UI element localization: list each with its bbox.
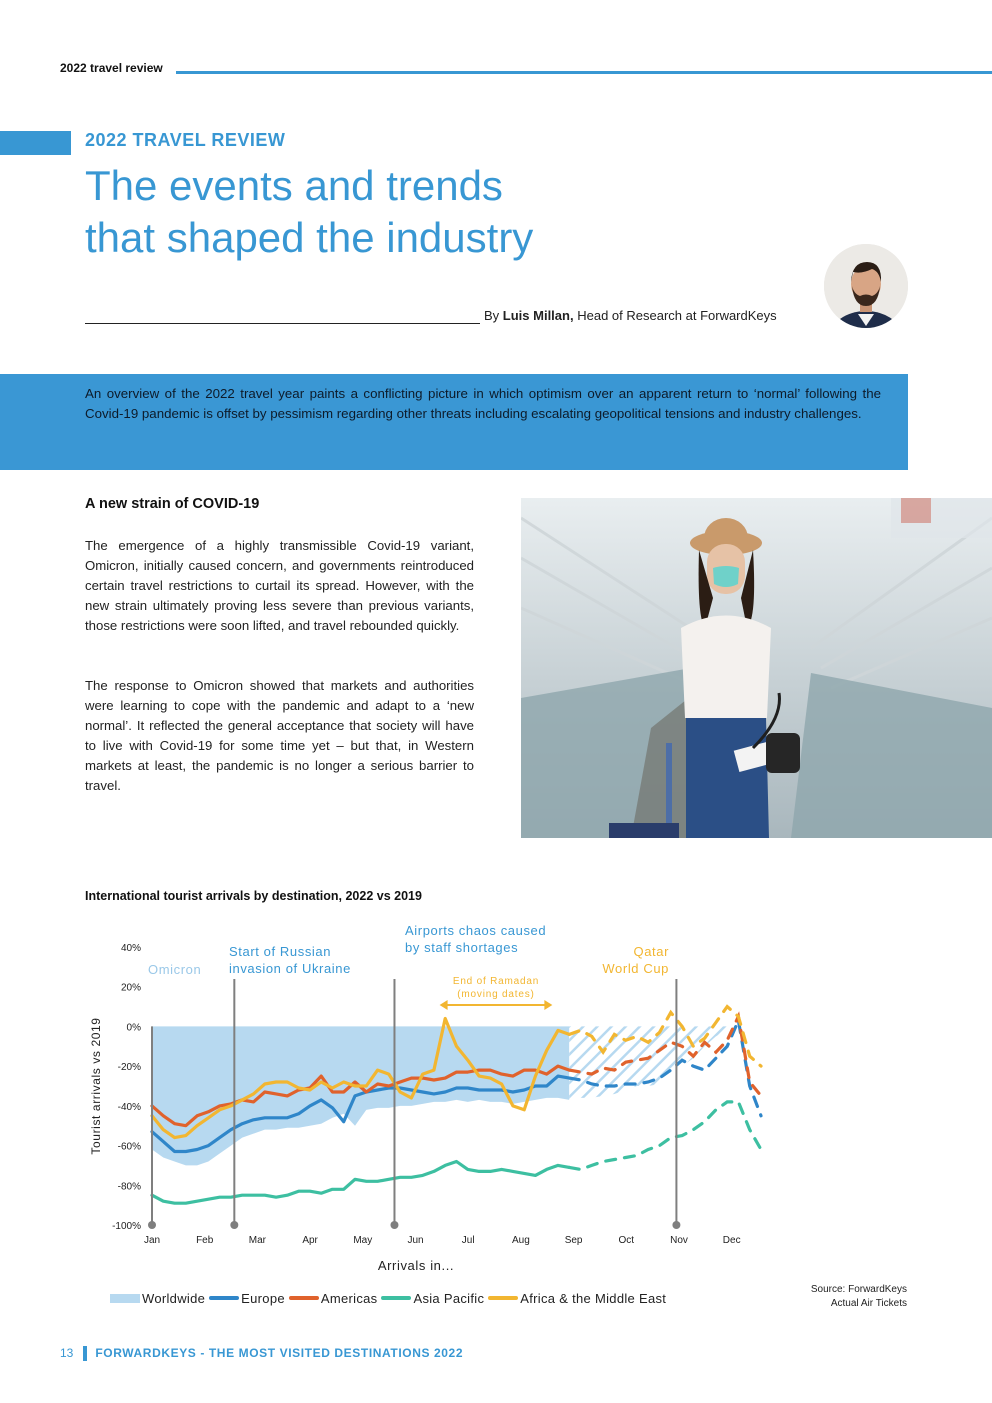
legend-item-africa-me <box>488 1291 666 1306</box>
ramadan-arrow-head <box>440 1000 448 1010</box>
legend-label: Worldwide <box>142 1290 206 1306</box>
x-tick-label: Dec <box>722 1235 741 1246</box>
page-number: 13 <box>60 1346 74 1360</box>
traveler-photo <box>521 498 992 838</box>
annotation-ramadan: End of Ramadan <box>452 976 540 987</box>
chart-source <box>760 1283 907 1311</box>
event-marker-dot <box>230 1221 238 1229</box>
annotation-airports: by staff shortages <box>405 940 519 955</box>
annotation-ukraine: invasion of Ukraine <box>229 961 351 976</box>
legend-swatch-americas <box>289 1296 319 1300</box>
title-line-2: that shaped the industry <box>85 214 534 261</box>
article-paragraph: The emergence of a highly transmissible Covid-19 variant, Omicron, initially caused concern, and governments reintroduced certain travel restrictions to curtail its spread. However, with the new strain ultimately proving less severe than previous variants, those restrictions were soon lifted, and travel rebounded quickly. <box>85 538 474 633</box>
byline-by: By <box>484 308 500 323</box>
source-line-1: Source: ForwardKeys <box>810 1284 907 1295</box>
y-tick-label: -60% <box>117 1141 141 1153</box>
y-tick-label: -100% <box>112 1221 141 1232</box>
legend-swatch-asia-pacific <box>381 1296 411 1300</box>
running-header: 2022 travel review <box>60 61 163 75</box>
byline <box>484 308 777 323</box>
chart-title: International tourist arrivals by destination, 2022 vs 2019 <box>85 889 422 903</box>
author-rule <box>85 323 480 324</box>
annotation-world-cup: World Cup <box>602 961 669 976</box>
x-tick-label: Nov <box>670 1235 688 1246</box>
legend-item-asia-pacific <box>381 1291 484 1306</box>
asia-pacific-line <box>152 1162 569 1204</box>
y-tick-label: 20% <box>120 982 141 994</box>
y-axis-label: Tourist arrivals vs 2019 <box>89 1017 103 1155</box>
legend-item-worldwide <box>110 1291 205 1306</box>
y-tick-label: -20% <box>117 1062 141 1074</box>
x-tick-label: Oct <box>618 1235 635 1246</box>
legend-item-europe <box>209 1291 285 1306</box>
section-heading: A new strain of COVID-19 <box>85 496 260 512</box>
x-tick-label: Apr <box>302 1235 318 1246</box>
x-tick-label: Feb <box>196 1235 214 1246</box>
legend-swatch-africa-me <box>488 1296 518 1300</box>
x-tick-label: May <box>353 1235 373 1246</box>
article-paragraph: The response to Omicron showed that markets and authorities were learning to cope with the pandemic and adapt to a ‘new normal’. It reflected the general acceptance that society will have to live with Covid-19 for some time yet – but that, in Western markets at least, the pandemic is no longer a serious barrier to travel. <box>85 678 474 793</box>
legend-swatch-europe <box>209 1296 239 1300</box>
y-tick-label: 40% <box>120 943 141 954</box>
page-title <box>85 160 645 264</box>
event-marker-dot <box>672 1221 680 1229</box>
title-line-1: The events and trends <box>85 162 503 209</box>
annotation-airports: Airports chaos caused <box>405 923 547 938</box>
header-rule <box>176 71 992 74</box>
annotation-world-cup: Qatar <box>633 944 669 959</box>
author-name: Luis Millan, <box>502 308 574 323</box>
intro-text: An overview of the 2022 travel year paints a conflicting picture in which optimism over an apparent return to ‘normal’ following the Covid-19 pandemic is offset by pessimism regarding other threats including escalating geopolitical tensions and industry challenges. <box>85 386 881 421</box>
x-tick-label: Jan <box>143 1235 161 1246</box>
legend-label: Americas <box>320 1290 378 1306</box>
ramadan-arrow-head <box>544 1000 552 1010</box>
y-tick-label: -40% <box>117 1101 141 1113</box>
chart-legend <box>110 1289 670 1307</box>
event-marker-dot <box>148 1221 156 1229</box>
page-footer <box>60 1345 463 1361</box>
author-avatar <box>824 244 908 328</box>
annotation-ukraine: Start of Russian <box>229 944 332 959</box>
section-kicker: 2022 TRAVEL REVIEW <box>85 130 286 150</box>
footer-bar <box>83 1346 87 1361</box>
annotation-ramadan: (moving dates) <box>457 989 535 1000</box>
arrivals-line-chart <box>0 915 992 1285</box>
y-tick-label: 0% <box>126 1022 141 1034</box>
legend-label: Asia Pacific <box>413 1290 485 1306</box>
asia-pacific-line-forecast <box>569 1102 761 1170</box>
x-tick-label: Aug <box>512 1235 530 1246</box>
x-tick-label: Mar <box>248 1235 267 1246</box>
legend-swatch-worldwide <box>110 1294 140 1303</box>
annotation-omicron: Omicron <box>148 962 202 977</box>
x-tick-label: Sep <box>564 1235 583 1246</box>
source-line-2: Actual Air Tickets <box>830 1298 907 1309</box>
intro-band <box>0 374 908 470</box>
event-marker-dot <box>390 1221 398 1229</box>
legend-label: Europe <box>241 1290 285 1306</box>
y-tick-label: -80% <box>117 1181 141 1193</box>
x-tick-label: Jul <box>461 1235 475 1246</box>
section-tab <box>0 131 71 155</box>
publication-name: FORWARDKEYS - THE MOST VISITED DESTINATIONS 2022 <box>95 1346 464 1360</box>
legend-item-americas <box>289 1291 378 1306</box>
author-role: Head of Research at ForwardKeys <box>577 308 777 323</box>
legend-label: Africa & the Middle East <box>520 1290 667 1306</box>
x-axis-label: Arrivals in... <box>377 1258 455 1273</box>
x-tick-label: Jun <box>407 1235 424 1246</box>
